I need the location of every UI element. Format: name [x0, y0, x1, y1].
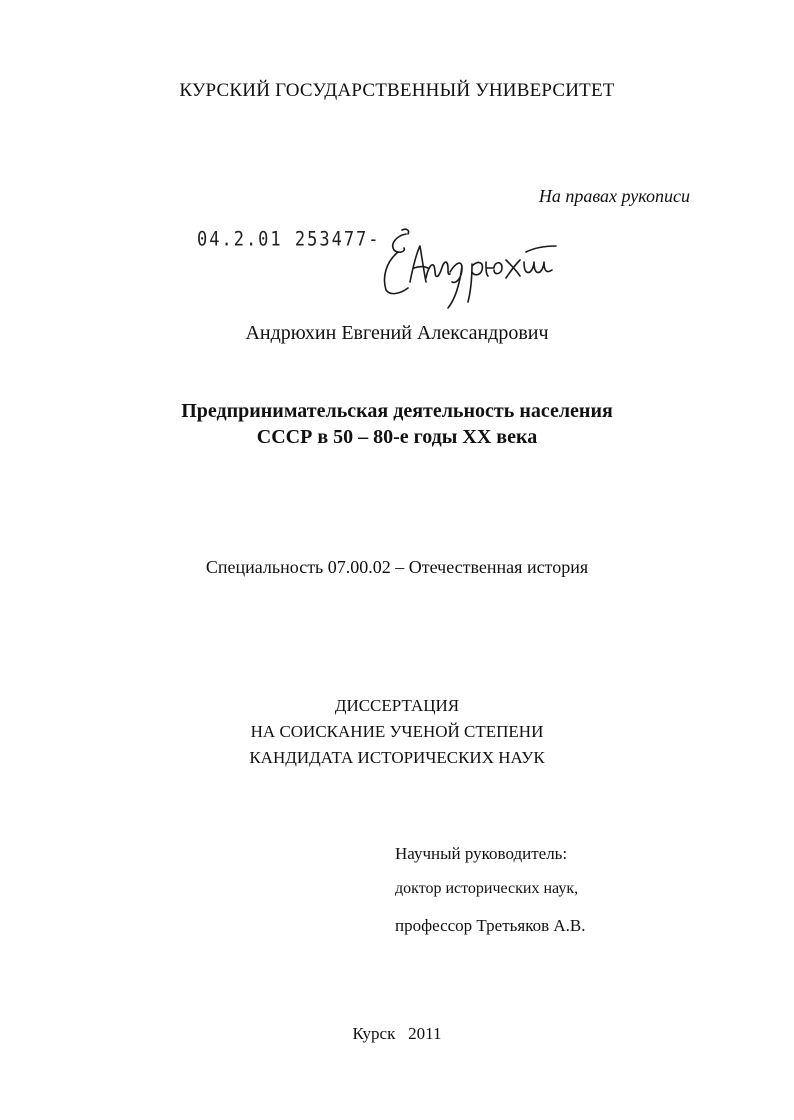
manuscript-note: На правах рукописи: [538, 186, 690, 206]
city-year: Курск 2011: [352, 1024, 442, 1043]
degree-line-2: НА СОИСКАНИЕ УЧЕНОЙ СТЕПЕНИ: [250, 722, 544, 741]
supervisor-degree: доктор исторических наук,: [395, 880, 579, 897]
degree-line-3: КАНДИДАТА ИСТОРИЧЕСКИХ НАУК: [249, 748, 545, 767]
author-name: Андрюхин Евгений Александрович: [245, 322, 549, 344]
degree-statement: [0, 693, 794, 771]
supervisor-label: Научный руководитель:: [395, 844, 568, 863]
registration-code: 04.2.01 253477-: [197, 228, 381, 251]
supervisor-name: профессор Третьяков А.В.: [395, 916, 586, 935]
title-line-2: СССР в 50 – 80-е годы XX века: [256, 426, 538, 448]
handwritten-signature: [376, 222, 576, 312]
dissertation-title: [0, 398, 794, 450]
degree-line-1: ДИССЕРТАЦИЯ: [334, 696, 460, 715]
title-line-1: Предпринимательская деятельность населения: [181, 400, 613, 422]
university-name: КУРСКИЙ ГОСУДАРСТВЕННЫЙ УНИВЕРСИТЕТ: [179, 80, 615, 101]
specialty: Специальность 07.00.02 – Отечественная история: [205, 557, 589, 577]
